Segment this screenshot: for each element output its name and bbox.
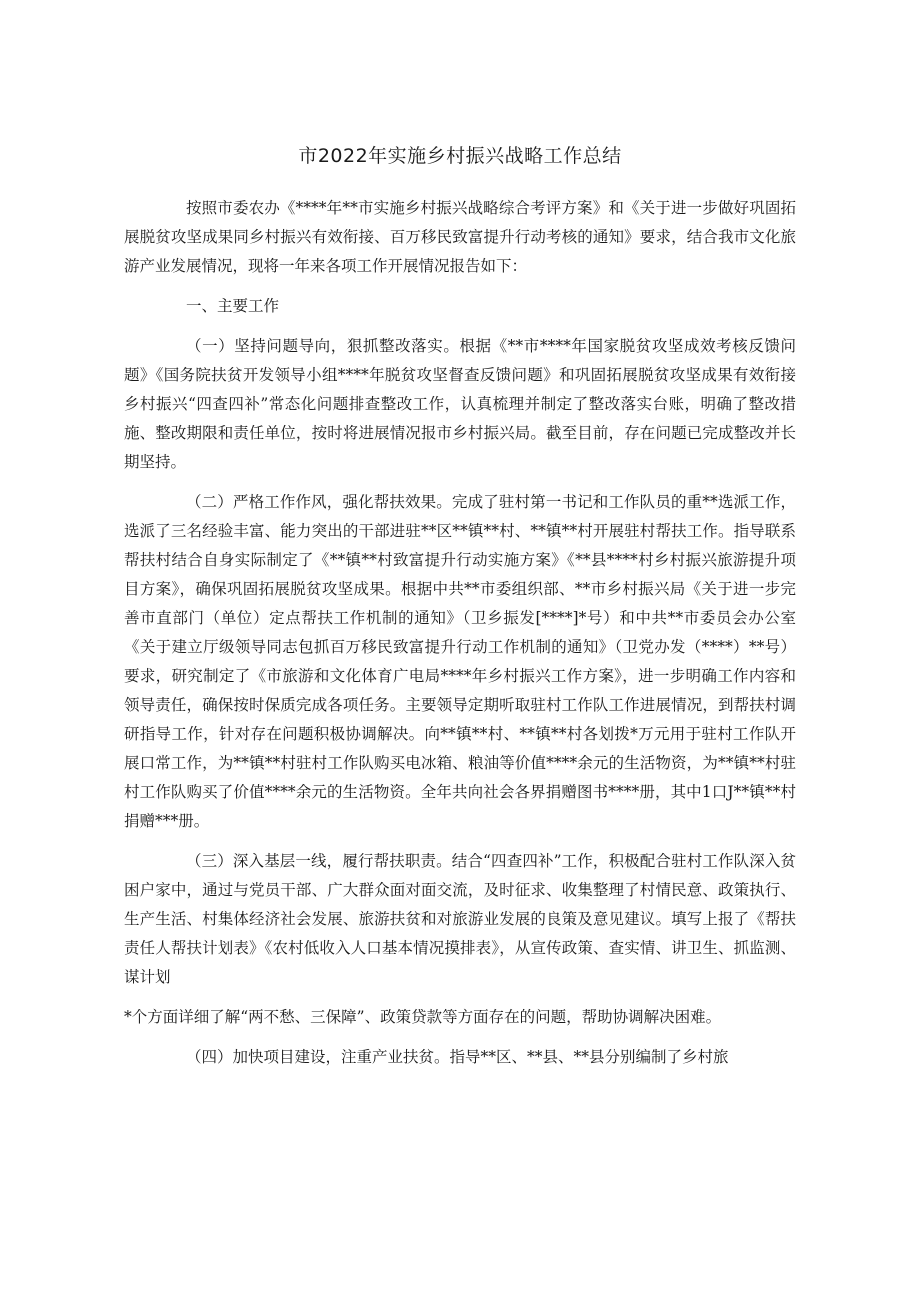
paragraph-item-1: （一）坚持问题导向，狠抓整改落实。根据《**市****年国家脱贫攻坚成效考核反馈问题》《国务院扶贫开发领导小组****年脱贫攻坚督查反馈问题》和巩固拓展脱贫攻坚成果有效衔接乡村振兴“四查四补”常态化问题排查整改工作，认真梳理并制定了整改落实台账，明确了整改措施、整改期限和责任单位，按时将进展情况报市乡村振兴局。截至目前，存在问题已完成整改并长期坚持。 <box>124 337 796 471</box>
document-body <box>124 194 796 1083</box>
paragraph-item-3: （三）深入基层一线，履行帮扶职责。结合“四查四补”工作，积极配合驻村工作队深入贫困户家中，通过与党员干部、广大群众面对面交流，及时征求、收集整理了村情民意、政策执行、生产生活、村集体经济社会发展、旅游扶贫和对旅游业发展的良策及意见建议。填写上报了《帮扶责任人帮扶计划表》《农村低收入人口基本情况摸排表》，从宣传政策、查实情、讲卫生、抓监测、谋计划 <box>124 852 796 986</box>
paragraph-item-4: （四）加快项目建设，注重产业扶贫。指导**区、**县、**县分别编制了乡村旅 <box>186 1048 729 1066</box>
document-title: 市2022年实施乡村振兴战略工作总结 <box>298 145 622 167</box>
intro-paragraph: 按照市委农办《****年**市实施乡村振兴战略综合考评方案》和《关于进一步做好巩固拓展脱贫攻坚成果同乡村振兴有效衔接、百万移民致富提升行动考核的通知》要求，结合我市文化旅游产业发展情况，现将一年来各项工作开展情况报告如下： <box>124 199 796 275</box>
paragraph-item-2: （二）严格工作作风，强化帮扶效果。完成了驻村第一书记和工作队员的重**选派工作，选派了三名经验丰富、能力突出的干部进驻**区**镇**村、**镇**村开展驻村帮扶工作。指导联系帮扶村结合自身实际制定了《**镇**村致富提升行动实施方案》《**县****村乡村振兴旅游提升项目方案》，确保巩固拓展脱贫攻坚成果。根据中共**市委组织部、**市乡村振兴局《关于进一步完善市直部门（单位）定点帮扶工作机制的通知》（卫乡振发[****]*号）和中共**市委员会办公室《关于建立厅级领导同志包抓百万移民致富提升行动工作机制的通知》（卫党办发（****）**号）要求，研究制定了《市旅游和文化体育广电局****年乡村振兴工作方案》，进一步明确工作内容和领导责任，确保按时保质完成各项任务。主要领导定期听取驻村工作队工作进展情况，到帮扶村调研指导工作，针对存在问题积极协调解决。向**镇**村、**镇**村各划拨*万元用于驻村工作队开展口常工作，为**镇**村驻村工作队购买电冰箱、粮油等价值****余元的生活物资，为**镇**村驻村工作队购买了价值****余元的生活物资。全年共向社会各界捐赠图书****册，其中1口J**镇**村捐赠***册。 <box>124 493 796 830</box>
paragraph-item-3-continued: *个方面详细了解“两不愁、三保障”、政策贷款等方面存在的问题，帮助协调解决困难。 <box>124 1008 722 1026</box>
section-heading-main-work: 一、主要工作 <box>186 297 280 315</box>
